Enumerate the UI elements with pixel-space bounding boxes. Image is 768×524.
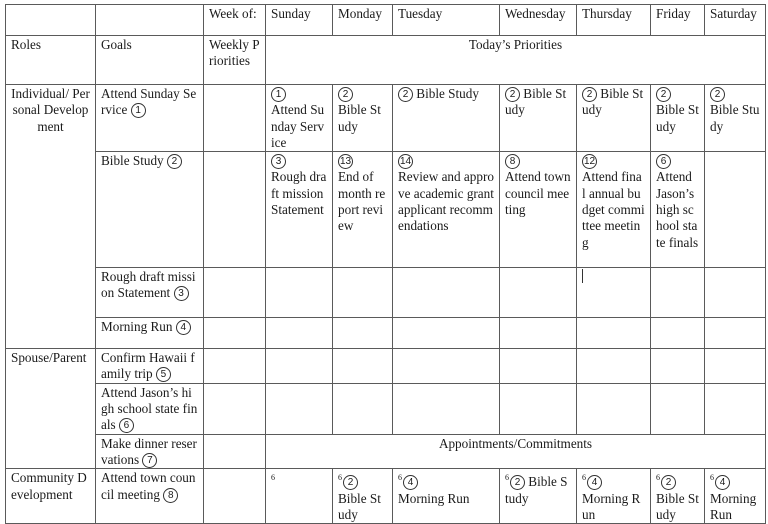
priority-cell[interactable]	[393, 383, 500, 434]
weekly-priority-cell[interactable]	[204, 383, 266, 434]
circled-number-icon: 3	[271, 154, 286, 169]
circled-number-icon: 1	[131, 103, 146, 118]
text-cursor	[582, 269, 583, 283]
priority-cell[interactable]: 2 Bible Study	[333, 85, 393, 152]
table-row	[6, 383, 766, 434]
role-individual[interactable]: Individual/ Personal Development	[6, 85, 96, 349]
table-row	[6, 434, 766, 469]
priority-cell[interactable]: 14 Review and approve academic grant applicant recommendations	[393, 152, 500, 268]
table-row	[6, 268, 766, 318]
circled-number-icon: 4	[587, 475, 602, 490]
table-row	[6, 349, 766, 384]
todays-priorities-header[interactable]: Today’s Priorities	[266, 36, 766, 85]
circled-number-icon: 1	[271, 87, 286, 102]
superscript-marker: 6	[271, 473, 275, 483]
appointment-cell[interactable]: $^6$ 2 Bible Study	[651, 469, 705, 524]
table-row	[6, 85, 766, 152]
days-header-row	[6, 5, 766, 36]
priority-cell[interactable]: 2 Bible Study	[577, 85, 651, 152]
priority-cell[interactable]	[651, 268, 705, 318]
priority-cell[interactable]	[500, 383, 577, 434]
goal-cell[interactable]: Attend Jason’s high school state finals 6	[96, 383, 204, 434]
priority-cell[interactable]	[651, 318, 705, 349]
priority-cell[interactable]	[705, 268, 766, 318]
circled-number-icon: 2	[398, 87, 413, 102]
appointment-cell[interactable]: $^6$ 2 Bible Study	[500, 469, 577, 524]
column-header-row	[6, 36, 766, 85]
superscript-marker: 6	[582, 473, 586, 483]
priority-cell[interactable]	[705, 152, 766, 268]
priority-cell[interactable]: 2 Bible Study	[500, 85, 577, 152]
priority-cell[interactable]: 13 End of month report review	[333, 152, 393, 268]
goal-cell[interactable]: Bible Study 2	[96, 152, 204, 268]
appointment-cell[interactable]: $^6$ 4 Morning Run	[393, 469, 500, 524]
superscript-marker: 6	[656, 473, 660, 483]
role-spouse-parent[interactable]: Spouse/Parent	[6, 349, 96, 469]
circled-number-icon: 2	[338, 87, 353, 102]
priority-cell[interactable]	[577, 268, 651, 318]
superscript-marker: 6	[505, 473, 509, 483]
priority-cell[interactable]: 3 Rough draft mission Statement	[266, 152, 333, 268]
circled-number-icon: 2	[710, 87, 725, 102]
circled-number-icon: 13	[339, 156, 352, 168]
priority-cell[interactable]: 2 Bible Study	[651, 85, 705, 152]
priority-cell[interactable]	[705, 318, 766, 349]
circled-number-icon: 4	[403, 475, 418, 490]
weekly-priority-cell[interactable]	[204, 268, 266, 318]
priority-cell[interactable]: 8 Attend town council meeting	[500, 152, 577, 268]
circled-number-icon: 2	[505, 87, 520, 102]
priority-cell[interactable]	[705, 383, 766, 434]
table-row	[6, 469, 766, 524]
circled-number-icon: 6	[656, 154, 671, 169]
circled-number-icon: 5	[156, 367, 171, 382]
priority-cell[interactable]	[577, 383, 651, 434]
priority-cell[interactable]	[500, 318, 577, 349]
weekly-priority-cell[interactable]	[204, 434, 266, 469]
circled-number-icon: 2	[582, 87, 597, 102]
day-tuesday[interactable]: Tuesday	[393, 5, 500, 36]
table-row	[6, 152, 766, 268]
goals-header[interactable]: Goals	[96, 36, 204, 85]
day-monday[interactable]: Monday	[333, 5, 393, 36]
circled-number-icon: 3	[174, 286, 189, 301]
day-saturday[interactable]: Saturday	[705, 5, 766, 36]
priority-cell[interactable]	[577, 318, 651, 349]
weekly-priority-cell[interactable]	[204, 85, 266, 152]
goal-cell[interactable]: Attend town council meeting 8	[96, 469, 204, 524]
day-wednesday[interactable]: Wednesday	[500, 5, 577, 36]
superscript-marker: 6	[338, 473, 342, 483]
priority-cell[interactable]	[651, 383, 705, 434]
appointment-cell[interactable]: $^6$ 2 Bible Study	[333, 469, 393, 524]
priority-cell[interactable]	[333, 268, 393, 318]
priority-cell[interactable]	[266, 383, 333, 434]
appointment-cell[interactable]	[266, 469, 333, 524]
priority-cell[interactable]	[266, 349, 333, 384]
weekly-priority-cell[interactable]	[204, 349, 266, 384]
weekly-priority-cell[interactable]	[204, 318, 266, 349]
day-friday[interactable]: Friday	[651, 5, 705, 36]
goal-cell[interactable]: Morning Run 4	[96, 318, 204, 349]
priority-cell[interactable]	[577, 349, 651, 384]
superscript-marker: 6	[710, 473, 714, 483]
priority-cell[interactable]	[651, 349, 705, 384]
priority-cell[interactable]	[393, 268, 500, 318]
role-community-development[interactable]: Community Development	[6, 469, 96, 524]
circled-number-icon: 8	[163, 488, 178, 503]
goal-cell[interactable]: Make dinner reservations 7	[96, 434, 204, 469]
weekly-priority-cell[interactable]	[204, 469, 266, 524]
weekly-priority-cell[interactable]	[204, 152, 266, 268]
week-of-label[interactable]: Week of:	[204, 5, 266, 36]
circled-number-icon: 6	[119, 418, 134, 433]
priority-cell[interactable]: 6 Attend Jason’s high school state finals	[651, 152, 705, 268]
circled-number-icon: 8	[505, 154, 520, 169]
priority-cell[interactable]: 1 Attend Sunday Service	[266, 85, 333, 152]
circled-number-icon: 7	[142, 453, 157, 468]
priority-cell[interactable]	[266, 268, 333, 318]
priority-cell[interactable]	[266, 318, 333, 349]
circled-number-icon: 2	[343, 475, 358, 490]
priority-cell[interactable]	[500, 349, 577, 384]
circled-number-icon: 2	[656, 87, 671, 102]
priority-cell[interactable]	[333, 383, 393, 434]
roles-header[interactable]: Roles	[6, 36, 96, 85]
goal-cell[interactable]: Attend Sunday Service 1	[96, 85, 204, 152]
day-thursday[interactable]: Thursday	[577, 5, 651, 36]
priority-cell[interactable]: 2 Bible Study	[705, 85, 766, 152]
appointment-cell[interactable]: $^6$ 4 Morning Run	[577, 469, 651, 524]
goal-cell[interactable]: Confirm Hawaii family trip 5	[96, 349, 204, 384]
priority-cell[interactable]	[500, 268, 577, 318]
priority-cell[interactable]: 2 Bible Study	[393, 85, 500, 152]
circled-number-icon: 14	[399, 156, 412, 168]
circled-number-icon: 2	[510, 475, 525, 490]
appointment-cell[interactable]: $^6$ 4 Morning Run	[705, 469, 766, 524]
weekly-priorities-header[interactable]: Weekly Priorities	[204, 36, 266, 85]
circled-number-icon: 12	[583, 156, 596, 168]
priority-cell[interactable]	[393, 318, 500, 349]
priority-cell[interactable]	[333, 318, 393, 349]
circled-number-icon: 2	[167, 154, 182, 169]
priority-cell[interactable]	[393, 349, 500, 384]
priority-cell[interactable]	[333, 349, 393, 384]
blank-cell[interactable]	[6, 5, 96, 36]
appointments-header[interactable]: Appointments/Commitments	[266, 434, 766, 469]
circled-number-icon: 2	[661, 475, 676, 490]
blank-cell[interactable]	[96, 5, 204, 36]
superscript-marker: 6	[398, 473, 402, 483]
circled-number-icon: 4	[715, 475, 730, 490]
priority-cell[interactable]	[705, 349, 766, 384]
priority-cell[interactable]: 12 Attend final annual budget committee meeting	[577, 152, 651, 268]
circled-number-icon: 4	[176, 320, 191, 335]
table-row	[6, 318, 766, 349]
weekly-planner-table	[5, 4, 766, 524]
day-sunday[interactable]: Sunday	[266, 5, 333, 36]
goal-cell[interactable]: Rough draft mission Statement 3	[96, 268, 204, 318]
